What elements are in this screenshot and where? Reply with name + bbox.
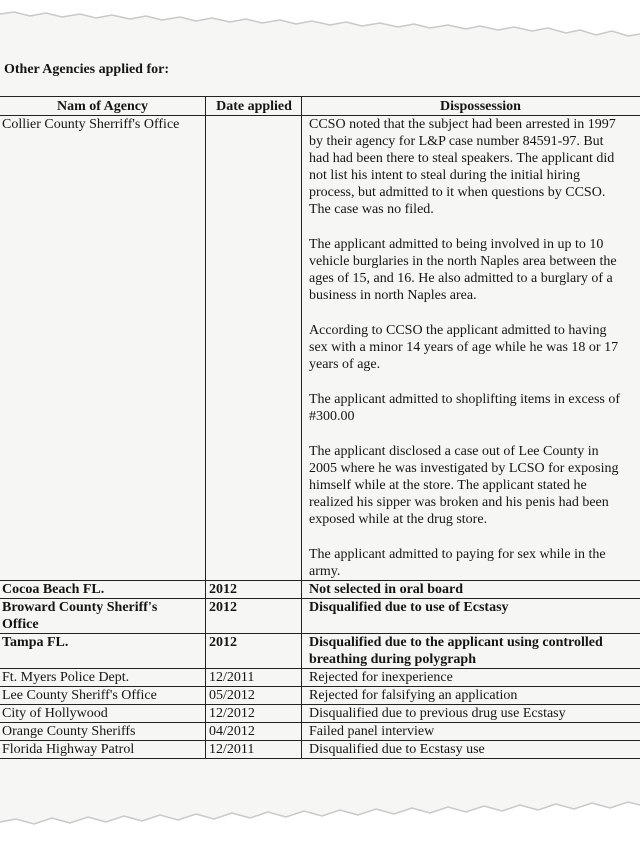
disposition-paragraph [309, 443, 640, 528]
torn-paper-bottom-edge [0, 800, 640, 853]
text-line: Disqualified due to previous drug use Ecstasy [309, 706, 566, 721]
agency-name: Florida Highway Patrol [2, 742, 135, 757]
disposition-cell [302, 581, 640, 599]
text-line: #300.00 [309, 409, 355, 424]
date-cell: 12/2011 [206, 669, 302, 687]
text-line: business in north Naples area. [309, 288, 477, 303]
text-line: The applicant disclosed a case out of Lee County in [309, 444, 599, 459]
table-row-hollywood [0, 705, 640, 723]
date-cell: 2012 [206, 599, 302, 634]
text-line: process, but admitted to it when questions by CCSO. [309, 185, 606, 200]
text-line: The applicant admitted to paying for sex while in the [309, 547, 606, 562]
text-line: realized his sipper was broken and his penis had been [309, 495, 609, 510]
date-cell: 05/2012 [206, 687, 302, 705]
text-line: Disqualified due to Ecstasy use [309, 742, 485, 757]
agency-cell [0, 581, 206, 599]
disposition-cell [302, 599, 640, 634]
text-line: ages of 15, and 16. He also admitted to a burglary of a [309, 271, 613, 286]
agency-name: Tampa FL. [2, 635, 69, 650]
date-cell [206, 116, 302, 581]
text-line: exposed while at the drug store. [309, 512, 488, 527]
agency-name: Lee County Sheriff's Office [2, 688, 157, 703]
text-line: years of age. [309, 357, 381, 372]
agencies-table [0, 96, 640, 759]
agency-name-line-2: Office [2, 617, 39, 632]
disposition-cell [302, 741, 640, 759]
text-line: not list his intent to steal during the initial hiring [309, 168, 581, 183]
text-line: Failed panel interview [309, 724, 435, 739]
disposition-paragraph [309, 546, 640, 580]
text-line: Rejected for falsifying an application [309, 688, 518, 703]
disposition-paragraph [309, 391, 640, 425]
disposition-cell [302, 116, 640, 581]
agency-name: Collier County Sherriff's Office [2, 117, 180, 132]
agency-name: Broward County Sheriff's [2, 600, 158, 615]
agency-cell [0, 741, 206, 759]
text-line: himself while at the store. The applicant stated he [309, 478, 587, 493]
agency-cell [0, 599, 206, 634]
agency-cell [0, 705, 206, 723]
text-line: CCSO noted that the subject had been arrested in 1997 [309, 117, 616, 132]
agency-cell [0, 116, 206, 581]
table-row-broward [0, 599, 640, 634]
text-line: 2005 where he was investigated by LCSO for exposing [309, 461, 619, 476]
text-line: had had been there to steal speakers. The applicant did [309, 151, 615, 166]
table-row-ft-myers [0, 669, 640, 687]
agency-name: Orange County Sheriffs [2, 724, 136, 739]
text-line: army. [309, 564, 341, 579]
agency-name: City of Hollywood [2, 706, 108, 721]
agency-name: Cocoa Beach FL. [2, 582, 105, 597]
disposition-cell [302, 669, 640, 687]
text-line: The case was no filed. [309, 202, 434, 217]
agency-cell [0, 687, 206, 705]
table-header-row [0, 97, 640, 116]
disposition-paragraph [309, 322, 640, 373]
text-line: sex with a minor 14 years of age while he was 18 or 17 [309, 340, 619, 355]
disposition-paragraph [309, 236, 640, 304]
date-cell: 12/2012 [206, 705, 302, 723]
date-cell: 2012 [206, 581, 302, 599]
table-row-lee-county [0, 687, 640, 705]
text-line: The applicant admitted to shoplifting items in excess of [309, 392, 621, 407]
text-line: Disqualified due to the applicant using controlled [309, 635, 603, 650]
disposition-cell [302, 687, 640, 705]
agency-cell [0, 669, 206, 687]
date-cell: 2012 [206, 634, 302, 669]
text-line: According to CCSO the applicant admitted to having [309, 323, 607, 338]
text-line: vehicle burglaries in the north Naples area between the [309, 254, 617, 269]
text-line: The applicant admitted to being involved in up to 10 [309, 237, 604, 252]
agency-cell [0, 723, 206, 741]
date-cell: 04/2012 [206, 723, 302, 741]
torn-paper-top-edge [0, 0, 640, 48]
text-line: Rejected for inexperience [309, 670, 453, 685]
table-row-highway-patrol [0, 741, 640, 759]
disposition-cell [302, 634, 640, 669]
text-line: Disqualified due to use of Ecstasy [309, 600, 509, 615]
table-row-collier [0, 116, 640, 581]
column-header-agency: Nam of Agency [0, 97, 206, 116]
column-header-disposition: Dispossession [302, 97, 640, 116]
text-line: breathing during polygraph [309, 652, 477, 667]
disposition-paragraph [309, 116, 640, 218]
disposition-cell [302, 705, 640, 723]
date-cell: 12/2011 [206, 741, 302, 759]
text-line: Not selected in oral board [309, 582, 463, 597]
table-row-tampa [0, 634, 640, 669]
agency-cell [0, 634, 206, 669]
column-header-date: Date applied [206, 97, 302, 116]
disposition-cell [302, 723, 640, 741]
section-heading: Other Agencies applied for: [4, 62, 170, 77]
text-line: by their agency for L&P case number 84591-97. But [309, 134, 604, 149]
table-row-orange-county [0, 723, 640, 741]
agency-name: Ft. Myers Police Dept. [2, 670, 130, 685]
table-row-cocoa-beach [0, 581, 640, 599]
